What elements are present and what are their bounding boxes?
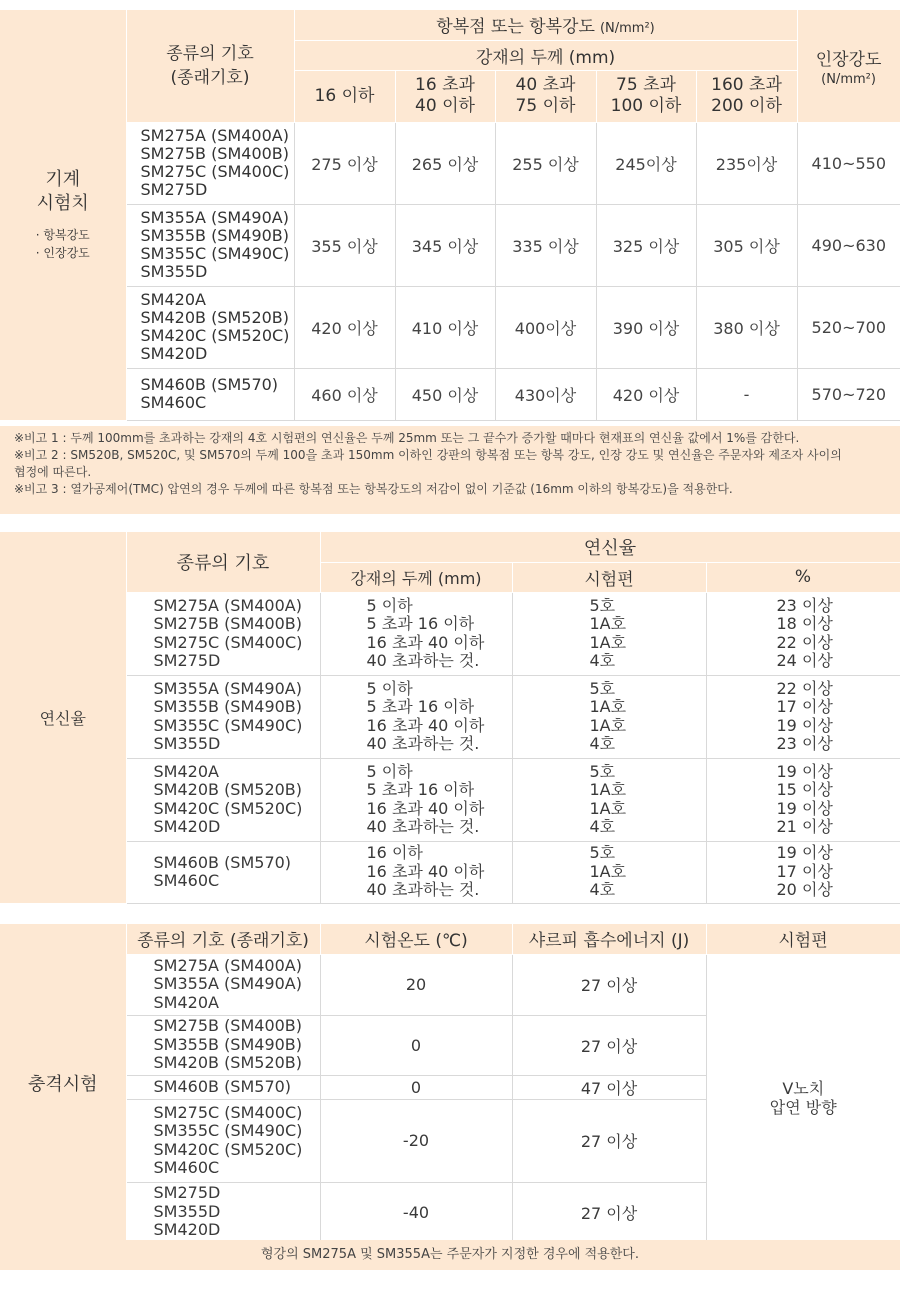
table-row: [0, 368, 900, 420]
energy-cell: 27 이상: [512, 1182, 706, 1242]
tensile-header: 인장강도 (N/mm²): [797, 10, 900, 122]
kind-cell: SM275B (SM400B) SM355B (SM490B) SM420B (SM520B): [126, 1015, 320, 1075]
kind-cell: SM275D SM355D SM420D: [126, 1182, 320, 1242]
elongation-side-title: 연신율: [0, 532, 126, 903]
kind-cell: SM275A (SM400A) SM355A (SM490A) SM420A: [126, 954, 320, 1015]
thickness-header: 강재의 두께 (mm): [294, 40, 797, 70]
temperature-cell: -40: [320, 1182, 512, 1242]
temperature-cell: 0: [320, 1075, 512, 1099]
yield-value: 430이상: [495, 368, 596, 420]
yield-value: 255 이상: [495, 122, 596, 204]
yield-value: 390 이상: [596, 286, 696, 368]
yield-value: 265 이상: [395, 122, 495, 204]
table-row: [0, 122, 900, 204]
yield-value: 380 이상: [696, 286, 797, 368]
elongation-table: [0, 532, 900, 904]
thickness-col: 16 초과 40 이하: [395, 70, 495, 122]
mechanical-side-subtitle: · 항복강도 · 인장강도: [35, 227, 90, 260]
thickness-col-header: 강재의 두께 (mm): [320, 562, 512, 592]
mechanical-side-title: 기계 시험치: [36, 168, 89, 214]
energy-col-header: 샤르피 흡수에너지 (J): [512, 924, 706, 954]
impact-test-table: [0, 924, 900, 1243]
table-row: [0, 841, 900, 903]
yield-value: 355 이상: [294, 204, 395, 286]
kind-cell: SM460B (SM570) SM460C: [126, 368, 294, 420]
impact-side-title: 충격시험: [0, 924, 126, 1242]
yield-value: 420 이상: [294, 286, 395, 368]
temperature-cell: 20: [320, 954, 512, 1015]
kind-cell: SM420A SM420B (SM520B) SM420C (SM520C) SM420D: [126, 286, 294, 368]
percent-cell: 22 이상 17 이상 19 이상 23 이상: [706, 675, 900, 758]
yield-value: 325 이상: [596, 204, 696, 286]
kind-cell: SM275C (SM400C) SM355C (SM490C) SM420C (SM520C) SM460C: [126, 1099, 320, 1182]
kind-header: 종류의 기호 (종래기호): [126, 10, 294, 122]
tensile-value: 490~630: [797, 204, 900, 286]
kind-cell: SM275A (SM400A) SM275B (SM400B) SM275C (SM400C) SM275D: [126, 592, 320, 675]
table-row: [0, 758, 900, 841]
yield-value: 245이상: [596, 122, 696, 204]
table-row: [0, 954, 900, 1015]
specimen-value: V노치 압연 방향: [706, 954, 900, 1242]
yield-header: 항복점 또는 항복강도 (N/mm²): [294, 10, 797, 40]
kind-cell: SM355A (SM490A) SM355B (SM490B) SM355C (SM490C) SM355D: [126, 675, 320, 758]
yield-value: 400이상: [495, 286, 596, 368]
impact-footnote: 형강의 SM275A 및 SM355A는 주문자가 지정한 경우에 적용한다.: [0, 1240, 900, 1270]
note-3: ※비고 3 : 열가공제어(TMC) 압연의 경우 두께에 따른 항복점 또는 항복강도의 저감이 없이 기준값 (16mm 이하의 항복강도)을 적용한다.: [14, 482, 733, 496]
percent-col-header: %: [706, 562, 900, 592]
kind-cell: SM275A (SM400A) SM275B (SM400B) SM275C (SM400C) SM275D: [126, 122, 294, 204]
elongation-header: 연신율: [320, 532, 900, 562]
yield-value: 275 이상: [294, 122, 395, 204]
yield-value: 335 이상: [495, 204, 596, 286]
kind-cell: SM460B (SM570): [126, 1075, 320, 1099]
table-row: [0, 286, 900, 368]
yield-value: -: [696, 368, 797, 420]
temperature-col-header: 시험온도 (℃): [320, 924, 512, 954]
specimen-col-header: 시험편: [706, 924, 900, 954]
tensile-value: 570~720: [797, 368, 900, 420]
specimen-cell: 5호 1A호 1A호 4호: [512, 592, 706, 675]
specimen-cell: 5호 1A호 1A호 4호: [512, 675, 706, 758]
kind-cell: SM355A (SM490A) SM355B (SM490B) SM355C (SM490C) SM355D: [126, 204, 294, 286]
kind-header: 종류의 기호: [126, 532, 320, 592]
kind-col-header: 종류의 기호 (종래기호): [126, 924, 320, 954]
percent-cell: 19 이상 17 이상 20 이상: [706, 841, 900, 903]
temperature-cell: -20: [320, 1099, 512, 1182]
energy-cell: 27 이상: [512, 954, 706, 1015]
yield-value: 460 이상: [294, 368, 395, 420]
thickness-cell: 5 이하 5 초과 16 이하 16 초과 40 이하 40 초과하는 것.: [320, 592, 512, 675]
kind-cell: SM420A SM420B (SM520B) SM420C (SM520C) SM420D: [126, 758, 320, 841]
energy-cell: 27 이상: [512, 1099, 706, 1182]
yield-value: 235이상: [696, 122, 797, 204]
tensile-value: 520~700: [797, 286, 900, 368]
yield-value: 420 이상: [596, 368, 696, 420]
yield-value: 345 이상: [395, 204, 495, 286]
tensile-unit: (N/mm²): [821, 71, 876, 87]
notes-box: [0, 426, 900, 514]
percent-cell: 23 이상 18 이상 22 이상 24 이상: [706, 592, 900, 675]
note-1: ※비고 1 : 두께 100mm를 초과하는 강재의 4호 시험편의 연신율은 두께 25mm 또는 그 끝수가 증가할 때마다 현재표의 연신율 값에서 1%를 감한다.: [14, 431, 800, 445]
thickness-cell: 5 이하 5 초과 16 이하 16 초과 40 이하 40 초과하는 것.: [320, 675, 512, 758]
yield-value: 450 이상: [395, 368, 495, 420]
thickness-col: 160 초과 200 이하: [696, 70, 797, 122]
tensile-value: 410~550: [797, 122, 900, 204]
mechanical-side-cell: [0, 10, 126, 420]
percent-cell: 19 이상 15 이상 19 이상 21 이상: [706, 758, 900, 841]
thickness-col: 16 이하: [294, 70, 395, 122]
mechanical-test-table: [0, 10, 900, 421]
energy-cell: 27 이상: [512, 1015, 706, 1075]
table-row: [0, 675, 900, 758]
yield-value: 305 이상: [696, 204, 797, 286]
thickness-cell: 5 이하 5 초과 16 이하 16 초과 40 이하 40 초과하는 것.: [320, 758, 512, 841]
kind-cell: SM460B (SM570) SM460C: [126, 841, 320, 903]
energy-cell: 47 이상: [512, 1075, 706, 1099]
yield-value: 410 이상: [395, 286, 495, 368]
note-2: ※비고 2 : SM520B, SM520C, 및 SM570의 두께 100을 초과 150mm 이하인 강판의 항복점 또는 항복 강도, 인장 강도 및 연신율은 주문자와 제조자 사이의 협정에 따른다.: [14, 448, 842, 479]
temperature-cell: 0: [320, 1015, 512, 1075]
thickness-cell: 16 이하 16 초과 40 이하 40 초과하는 것.: [320, 841, 512, 903]
thickness-col: 40 초과 75 이하: [495, 70, 596, 122]
thickness-col: 75 초과 100 이하: [596, 70, 696, 122]
table-row: [0, 592, 900, 675]
specimen-cell: 5호 1A호 4호: [512, 841, 706, 903]
yield-unit: (N/mm²): [599, 21, 655, 37]
specimen-cell: 5호 1A호 1A호 4호: [512, 758, 706, 841]
specimen-col-header: 시험편: [512, 562, 706, 592]
table-row: [0, 204, 900, 286]
